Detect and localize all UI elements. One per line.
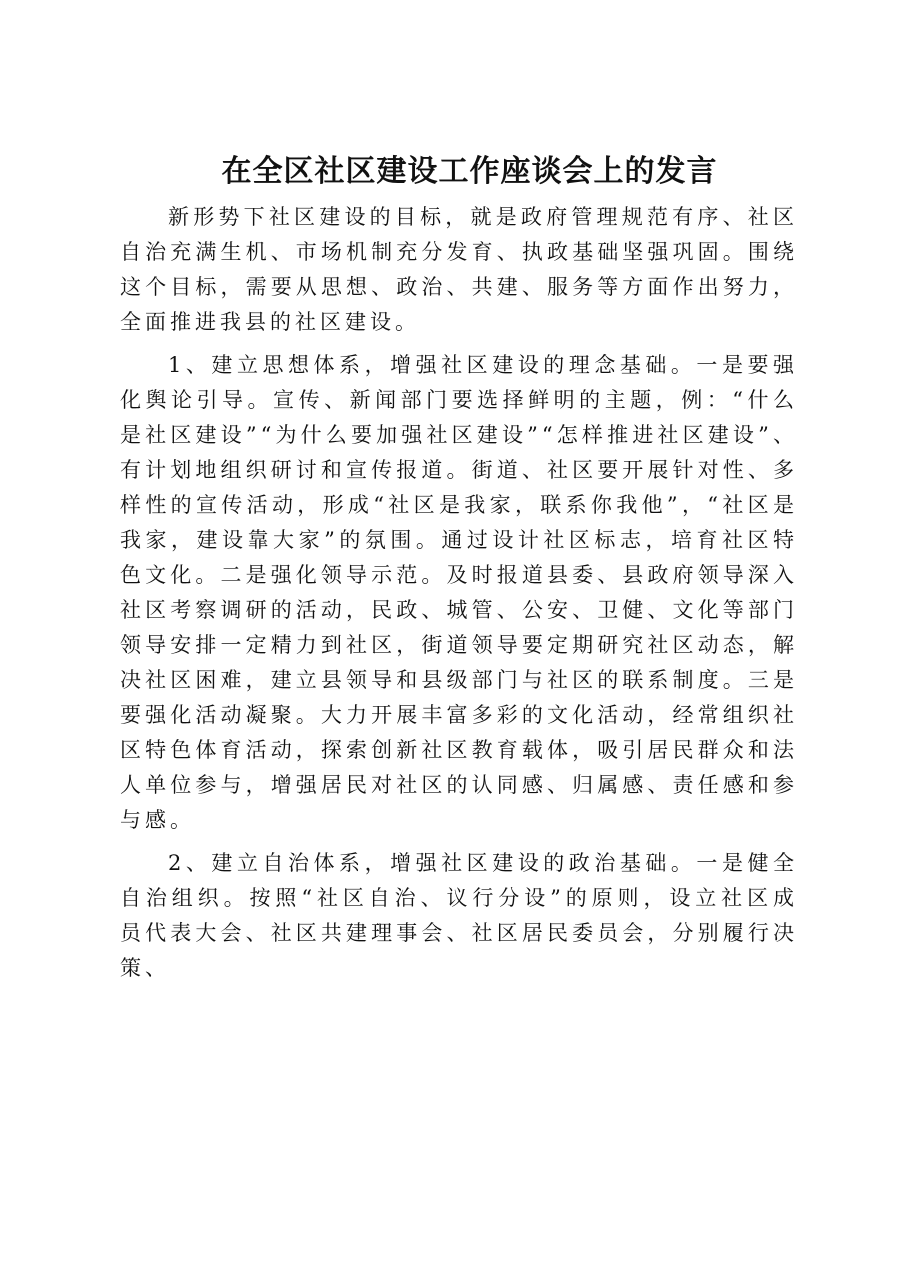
document-body [120,200,798,986]
paragraph-section-1: 1、建立思想体系，增强社区建设的理念基础。一是要强化舆论引导。宣传、新闻部门要选择鲜明的主题，例：“什么是社区建设”“为什么要加强社区建设”“怎样推进社区建设”、有计划地组织研讨和宣传报道。街道、社区要开展针对性、多样性的宣传活动，形成“社区是我家，联系你我他”，“社区是我家，建设靠大家”的氛围。通过设计社区标志，培育社区特色文化。二是强化领导示范。及时报道县委、县政府领导深入社区考察调研的活动，民政、城管、公安、卫健、文化等部门领导安排一定精力到社区，街道领导要定期研究社区动态，解决社区困难，建立县领导和县级部门与社区的联系制度。三是要强化活动凝聚。大力开展丰富多彩的文化活动，经常组织社区特色体育活动，探索创新社区教育载体，吸引居民群众和法人单位参与，增强居民对社区的认同感、归属感、责任感和参与感。 [120,353,798,832]
document-title: 在全区社区建设工作座谈会上的发言 [221,154,718,189]
paragraph-intro: 新形势下社区建设的目标，就是政府管理规范有序、社区自治充满生机、市场机制充分发育、执政基础坚强巩固。围绕这个目标，需要从思想、政治、共建、服务等方面作出努力，全面推进我县的社区建设。 [120,205,798,334]
paragraph-section-2: 2、建立自治体系，增强社区建设的政治基础。一是健全自治组织。按照“社区自治、议行分设”的原则，设立社区成员代表大会、社区共建理事会、社区居民委员会，分别履行决策、 [120,851,798,980]
